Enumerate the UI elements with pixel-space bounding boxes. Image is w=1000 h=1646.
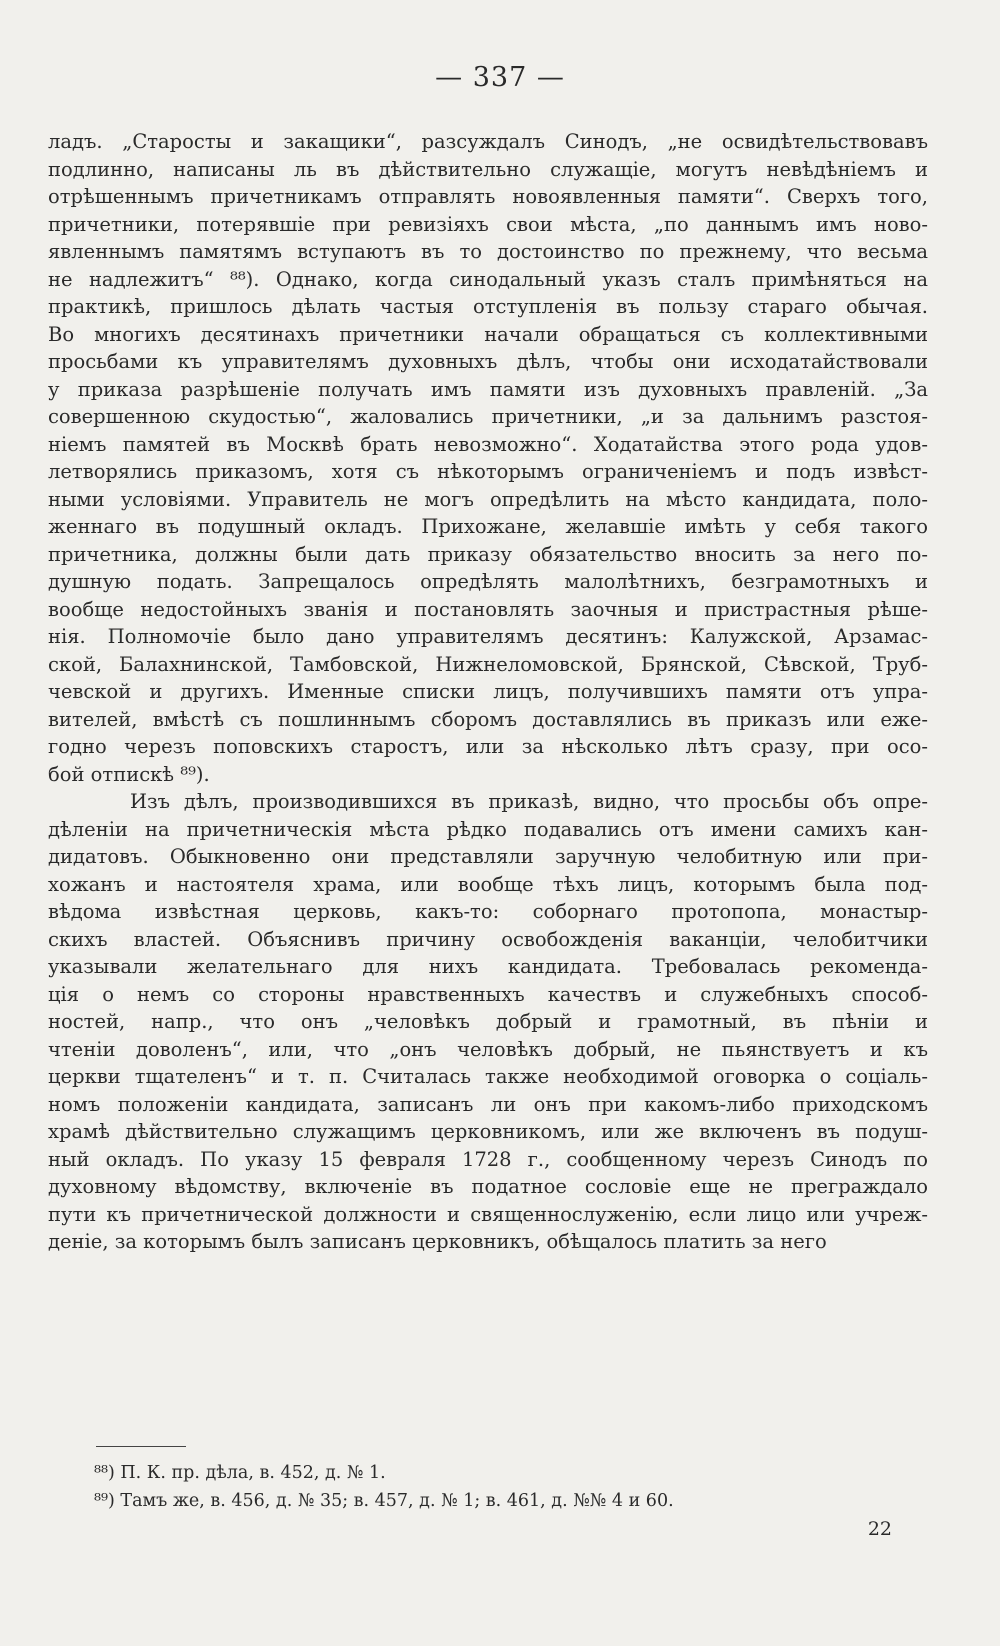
text-line: причетника, должны были дать приказу обязательство вносить за него по- xyxy=(48,542,928,566)
text-line: дидатовъ. Обыкновенно они представляли заручную челобитную или при- xyxy=(48,845,928,868)
text-line: указывали желательнаго для нихъ кандидата. Требовалась рекоменда- xyxy=(48,955,928,978)
text-line: причетники, потерявшіе при ревизіяхъ свои мѣста, „по даннымъ имъ ново- xyxy=(48,212,928,236)
text-line: вообще недостойныхъ званія и постановлять заочныя и пристрастныя рѣше- xyxy=(48,597,928,621)
text-line: ный окладъ. По указу 15 февраля 1728 г., сообщенному черезъ Синодъ по xyxy=(48,1147,928,1171)
text-line: у приказа разрѣшеніе получать имъ памяти изъ духовныхъ правленій. „За xyxy=(48,377,928,401)
text-line: Изъ дѣлъ, производившихся въ приказѣ, видно, что просьбы объ опре- xyxy=(130,790,928,813)
text-line: просьбами къ управителямъ духовныхъ дѣлъ, чтобы они исходатайствовали xyxy=(48,350,928,373)
text-line: ладъ. „Старосты и закащики“, разсуждалъ Синодъ, „не освидѣтельствовавъ xyxy=(48,130,928,153)
text-line: совершенною скудостью“, жаловались причетники, „и за дальнимъ разстоя- xyxy=(48,405,928,428)
text-line: скихъ властей. Объяснивъ причину освобожденія ваканціи, челобитчики xyxy=(48,927,928,951)
page-number: — 337 — xyxy=(435,62,565,93)
text-line: ными условіями. Управитель не могъ опредѣлить на мѣсто кандидата, поло- xyxy=(48,487,928,511)
signature-mark: 22 xyxy=(867,1518,892,1540)
text-line: практикѣ, пришлось дѣлать частыя отступленія въ пользу стараго обычая. xyxy=(48,295,928,318)
footnote-88: ⁸⁸) П. К. пр. дѣла, в. 452, д. № 1. xyxy=(94,1463,386,1483)
text-line: отрѣшеннымъ причетникамъ отправлять новоявленныя памяти“. Сверхъ того, xyxy=(48,185,928,208)
text-line: дѣленіи на причетническія мѣста рѣдко подавались отъ имени самихъ кан- xyxy=(48,817,928,841)
text-line: духовному вѣдомству, включеніе въ податное сословіе еще не преграждало xyxy=(48,1175,928,1198)
text-line: летворялись приказомъ, хотя съ нѣкоторымъ ограниченіемъ и подъ извѣст- xyxy=(48,460,928,483)
text-line: деніе, за которымъ былъ записанъ церковникъ, обѣщалось платить за него xyxy=(48,1230,827,1253)
text-line: женнаго въ подушный окладъ. Прихожане, желавшіе имѣть у себя такого xyxy=(48,515,928,538)
text-line: бой отпискѣ ⁸⁹). xyxy=(48,762,210,786)
body-text xyxy=(48,128,928,1256)
text-line: не надлежитъ“ ⁸⁸). Однако, когда синодальный указъ сталъ примѣняться на xyxy=(48,267,928,291)
footnote-89: ⁸⁹) Тамъ же, в. 456, д. № 35; в. 457, д. № 1; в. 461, д. №№ 4 и 60. xyxy=(94,1491,674,1511)
text-line: пути къ причетнической должности и священнослуженію, если лицо или учреж- xyxy=(48,1202,928,1226)
footnotes xyxy=(94,1459,894,1515)
text-line: душную подать. Запрещалось опредѣлять малолѣтнихъ, безграмотныхъ и xyxy=(48,570,928,593)
text-line: ской, Балахнинской, Тамбовской, Нижнеломовской, Брянской, Сѣвской, Труб- xyxy=(48,652,928,676)
text-line: номъ положеніи кандидата, записанъ ли онъ при какомъ-либо приходскомъ xyxy=(48,1092,928,1116)
text-line: церкви тщателенъ“ и т. п. Считалась также необходимой оговорка о соціаль- xyxy=(48,1065,928,1088)
text-line: нія. Полномочіе было дано управителямъ десятинъ: Калужской, Арзамас- xyxy=(48,625,928,648)
text-line: ностей, напр., что онъ „человѣкъ добрый и грамотный, въ пѣніи и xyxy=(48,1010,928,1033)
text-line: подлинно, написаны ль въ дѣйствительно служащіе, могутъ невѣдѣніемъ и xyxy=(48,157,928,181)
text-line: вѣдома извѣстная церковь, какъ-то: соборнаго протопопа, монастыр- xyxy=(48,900,928,923)
text-line: храмѣ дѣйствительно служащимъ церковникомъ, или же включенъ въ подуш- xyxy=(48,1120,928,1143)
text-line: хожанъ и настоятеля храма, или вообще тѣхъ лицъ, которымъ была под- xyxy=(48,872,928,896)
text-line: годно черезъ поповскихъ старостъ, или за нѣсколько лѣтъ сразу, при осо- xyxy=(48,735,928,758)
text-line: ніемъ памятей въ Москвѣ брать невозможно“. Ходатайства этого рода удов- xyxy=(48,432,928,456)
text-line: ція о немъ со стороны нравственныхъ качествъ и служебныхъ способ- xyxy=(48,982,928,1006)
text-line: вителей, вмѣстѣ съ пошлиннымъ сборомъ доставлялись въ приказъ или еже- xyxy=(48,707,928,731)
text-line: Во многихъ десятинахъ причетники начали обращаться съ коллективными xyxy=(48,322,928,346)
text-line: чтеніи доволенъ“, или, что „онъ человѣкъ добрый, не пьянствуетъ и къ xyxy=(48,1037,928,1061)
text-line: явленнымъ памятямъ вступаютъ въ то достоинство по прежнему, что весьма xyxy=(48,240,928,263)
text-line: чевской и другихъ. Именные списки лицъ, получившихъ памяти отъ упра- xyxy=(48,680,928,703)
footnote-rule xyxy=(96,1446,186,1447)
